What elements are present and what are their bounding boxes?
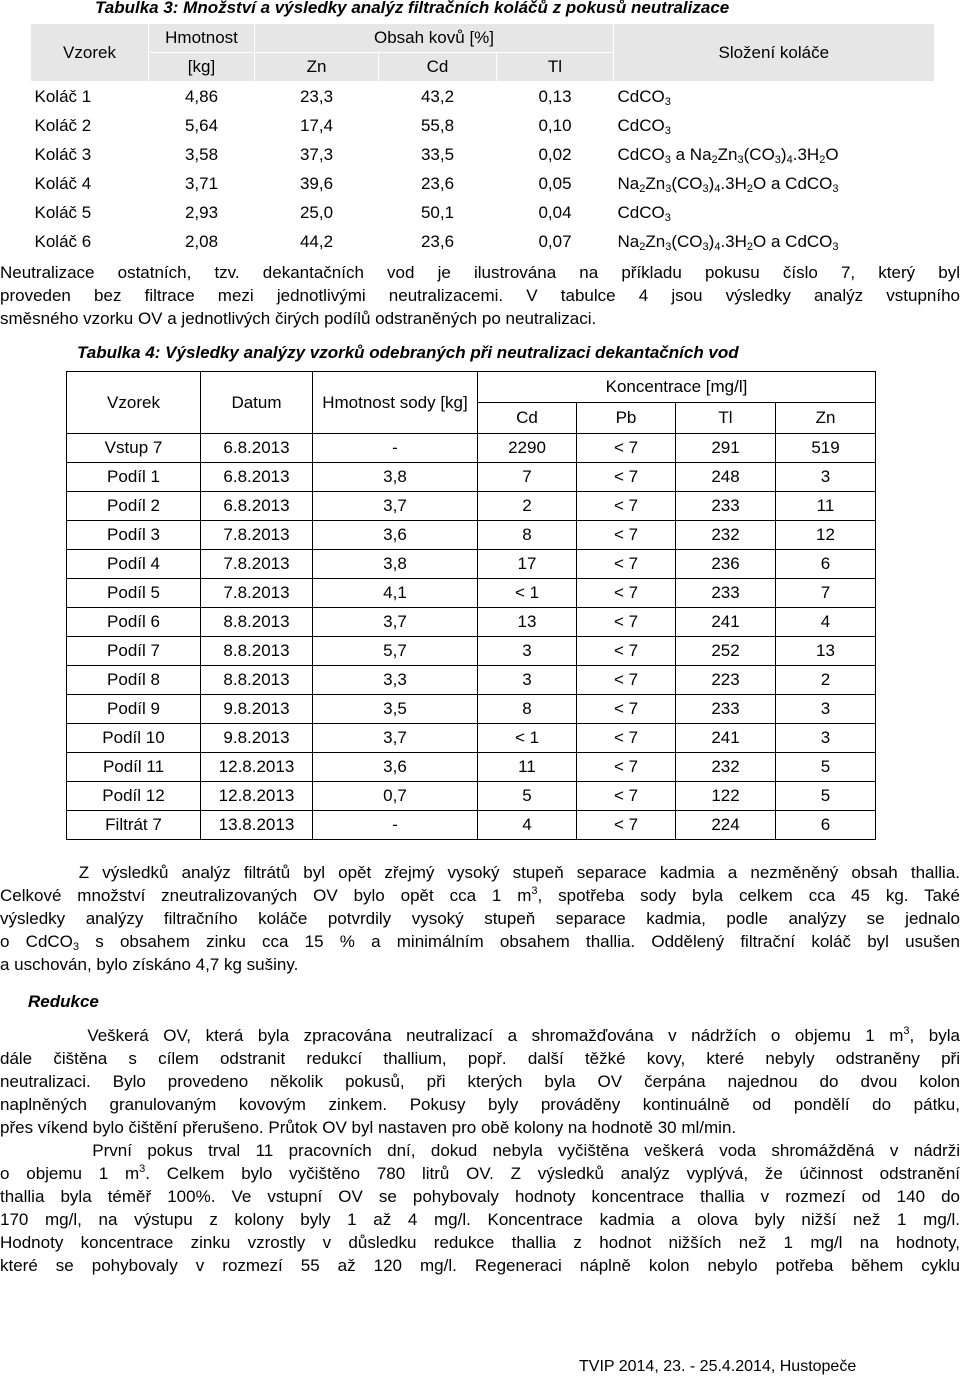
table3-cell-cd: 23,6 xyxy=(420,174,455,193)
table4-cell-zn: 13 xyxy=(776,637,876,666)
table3-cell-tl: 0,10 xyxy=(538,116,572,135)
table3-cell-cd: 43,2 xyxy=(420,87,455,106)
table4-row xyxy=(67,521,876,550)
table4-cell-pb: < 7 xyxy=(577,724,676,753)
table3-cell-mass: 5,64 xyxy=(184,116,219,135)
table4-row xyxy=(67,753,876,782)
table3-cell-sample: Koláč 5 xyxy=(34,203,92,222)
table3-cell-tl: 0,05 xyxy=(538,174,572,193)
table4-cell-soda: 3,3 xyxy=(313,666,478,695)
table4-cell-pb: < 7 xyxy=(577,608,676,637)
table4-cell-pb: < 7 xyxy=(577,637,676,666)
table3-cell-mass: 2,93 xyxy=(184,203,219,222)
table3-cell-cd: 23,6 xyxy=(420,232,455,251)
table4-cell-tl: 232 xyxy=(676,753,776,782)
table3-cell-composition: CdCO$_3$ xyxy=(617,116,671,137)
table3-cell-tl: 0,07 xyxy=(538,232,572,251)
table4-header-tl: Tl xyxy=(676,403,776,434)
table3-cell-zn: 25,0 xyxy=(299,203,334,222)
table4-row xyxy=(67,637,876,666)
table4-cell-cd: 8 xyxy=(478,695,577,724)
table3-header-cd: Cd xyxy=(379,53,497,82)
table3-cell-zn: 44,2 xyxy=(299,232,334,251)
table4-cell-soda: - xyxy=(313,434,478,463)
table4-cell-date: 7.8.2013 xyxy=(201,579,313,608)
table4-cell-date: 13.8.2013 xyxy=(201,811,313,840)
table4-cell-cd: 3 xyxy=(478,666,577,695)
table4-cell-tl: 233 xyxy=(676,492,776,521)
table4-cell-zn: 3 xyxy=(776,695,876,724)
table4-cell-cd: < 1 xyxy=(478,579,577,608)
table4-cell-tl: 223 xyxy=(676,666,776,695)
table3-cell-tl: 0,02 xyxy=(538,145,572,164)
table4 xyxy=(66,371,876,840)
paragraph-line: Hodnoty koncentrace zinku vzrostly v důsledku redukce thallia z hodnot nižších než 1 mg/l na hodnoty, xyxy=(0,1233,960,1252)
paragraph-line: Z výsledků analýz filtrátů byl opět zřejmý vysoký stupeň separace kadmia a nezměněný obsah thallia. xyxy=(0,863,960,882)
table3-cell-zn: 17,4 xyxy=(299,116,334,135)
paragraph-line: výsledky analýzy filtračního koláče potvrdily vysoký stupeň separace kadmia, podle analýzy se jednalo xyxy=(0,909,960,928)
table4-cell-cd: 2 xyxy=(478,492,577,521)
table4-header-cd: Cd xyxy=(478,403,577,434)
table3-cell-sample: Koláč 4 xyxy=(34,174,92,193)
table4-cell-sample: Podíl 5 xyxy=(67,579,201,608)
table3-header-composition: Složení koláče xyxy=(614,24,934,82)
table4-row xyxy=(67,666,876,695)
paragraph-line: 170 mg/l, na výstupu z kolony byly 1 až 4 mg/l. Koncentrace kadmia a olova byly nižší než 1 mg/l. xyxy=(0,1210,960,1229)
table4-cell-sample: Podíl 7 xyxy=(67,637,201,666)
paragraph-line: proveden bez filtrace mezi jednotlivými neutralizacemi. V tabulce 4 jsou výsledky analýz vstupního xyxy=(0,286,960,305)
table4-cell-sample: Podíl 6 xyxy=(67,608,201,637)
table4-cell-zn: 6 xyxy=(776,550,876,579)
table4-cell-zn: 5 xyxy=(776,753,876,782)
table4-cell-tl: 233 xyxy=(676,695,776,724)
table4-cell-tl: 236 xyxy=(676,550,776,579)
table4-cell-soda: 3,8 xyxy=(313,550,478,579)
table3-cell-sample: Koláč 3 xyxy=(34,145,92,164)
table4-cell-soda: 3,7 xyxy=(313,724,478,753)
table4-cell-date: 7.8.2013 xyxy=(201,521,313,550)
table4-cell-date: 6.8.2013 xyxy=(201,492,313,521)
table4-cell-pb: < 7 xyxy=(577,492,676,521)
paragraph-line: Neutralizace ostatních, tzv. dekantačních vod je ilustrována na příkladu pokusu číslo 7, který byl xyxy=(0,263,960,282)
table4-cell-soda: 0,7 xyxy=(313,782,478,811)
table3-cell-sample: Koláč 2 xyxy=(34,116,92,135)
table4-header-date: Datum xyxy=(201,372,313,434)
table4-row xyxy=(67,724,876,753)
table4-cell-soda: 3,6 xyxy=(313,521,478,550)
table4-row xyxy=(67,550,876,579)
table3 xyxy=(30,24,934,256)
table4-cell-cd: 17 xyxy=(478,550,577,579)
table4-header-soda: Hmotnost sody [kg] xyxy=(313,372,478,434)
table4-cell-pb: < 7 xyxy=(577,811,676,840)
table3-caption: Tabulka 3: Množství a výsledky analýz filtračních koláčů z pokusů neutralizace xyxy=(95,0,730,17)
table4-cell-tl: 241 xyxy=(676,608,776,637)
section-heading-redukce: Redukce xyxy=(28,992,99,1011)
paragraph-redukce xyxy=(0,1024,960,1277)
paragraph-line: a uschován, bylo získáno 4,7 kg sušiny. xyxy=(0,955,299,974)
table3-cell-composition: $Na_2Zn_3(CO_3)_4.3H_2O$ a CdCO$_3$ xyxy=(617,232,839,253)
table3-row xyxy=(31,140,934,169)
table4-cell-cd: 13 xyxy=(478,608,577,637)
table4-cell-sample: Podíl 10 xyxy=(67,724,201,753)
table4-cell-sample: Podíl 12 xyxy=(67,782,201,811)
table4-row xyxy=(67,811,876,840)
paragraph-line: thallia byla téměř 100%. Ve vstupní OV se pohybovaly hodnoty koncentrace thallia v rozmezí od 140 do xyxy=(0,1187,960,1206)
table4-cell-zn: 7 xyxy=(776,579,876,608)
table3-header-metals: Obsah kovů [%] xyxy=(255,24,614,53)
table4-header-pb: Pb xyxy=(577,403,676,434)
paragraph-neutralizace xyxy=(0,261,960,330)
table4-cell-pb: < 7 xyxy=(577,521,676,550)
table3-cell-zn: 37,3 xyxy=(299,145,334,164)
table3-row xyxy=(31,111,934,140)
table4-caption: Tabulka 4: Výsledky analýzy vzorků odebraných při neutralizaci dekantačních vod xyxy=(77,343,739,362)
table4-cell-zn: 12 xyxy=(776,521,876,550)
paragraph-line: Veškerá OV, která byla zpracována neutralizací a shromažďována v nádržích o objemu 1 $m^3$, byla xyxy=(0,1025,960,1045)
table4-cell-soda: 3,5 xyxy=(313,695,478,724)
table4-cell-zn: 3 xyxy=(776,724,876,753)
table4-row xyxy=(67,608,876,637)
table4-cell-date: 12.8.2013 xyxy=(201,753,313,782)
table4-cell-date: 9.8.2013 xyxy=(201,695,313,724)
table4-cell-soda: - xyxy=(313,811,478,840)
table4-cell-soda: 3,8 xyxy=(313,463,478,492)
table4-cell-date: 6.8.2013 xyxy=(201,434,313,463)
table4-cell-date: 12.8.2013 xyxy=(201,782,313,811)
paragraph-vysledky xyxy=(0,861,960,976)
table4-cell-zn: 4 xyxy=(776,608,876,637)
table4-cell-zn: 2 xyxy=(776,666,876,695)
table4-cell-tl: 224 xyxy=(676,811,776,840)
table4-cell-date: 8.8.2013 xyxy=(201,666,313,695)
table4-cell-sample: Podíl 1 xyxy=(67,463,201,492)
table4-cell-tl: 248 xyxy=(676,463,776,492)
table4-cell-pb: < 7 xyxy=(577,579,676,608)
table4-row xyxy=(67,782,876,811)
table4-cell-sample: Filtrát 7 xyxy=(67,811,201,840)
table4-cell-tl: 241 xyxy=(676,724,776,753)
table4-cell-soda: 4,1 xyxy=(313,579,478,608)
paragraph-line: které se pohybovaly v rozmezí 55 až 120 mg/l. Regeneraci náplně kolon nebylo potřeba během cyklu xyxy=(0,1256,960,1275)
table4-row xyxy=(67,463,876,492)
table4-cell-date: 7.8.2013 xyxy=(201,550,313,579)
table4-cell-sample: Podíl 2 xyxy=(67,492,201,521)
table3-cell-tl: 0,04 xyxy=(538,203,572,222)
table4-cell-cd: 11 xyxy=(478,753,577,782)
table4-cell-pb: < 7 xyxy=(577,695,676,724)
table4-cell-sample: Podíl 11 xyxy=(67,753,201,782)
paragraph-line: směsného vzorku OV a jednotlivých čirých podílů odstraněných po neutralizaci. xyxy=(0,309,597,328)
table4-cell-tl: 232 xyxy=(676,521,776,550)
table4-cell-sample: Podíl 3 xyxy=(67,521,201,550)
table4-cell-date: 8.8.2013 xyxy=(201,608,313,637)
table4-cell-soda: 3,7 xyxy=(313,492,478,521)
table4-body xyxy=(67,434,876,840)
table4-cell-date: 6.8.2013 xyxy=(201,463,313,492)
table3-cell-sample: Koláč 1 xyxy=(34,87,92,106)
table3-header-zn: Zn xyxy=(255,53,379,82)
paragraph-line: neutralizaci. Bylo provedeno několik pokusů, při kterých byla OV čerpána najednou do dvou kolon xyxy=(0,1072,960,1091)
table4-cell-cd: 5 xyxy=(478,782,577,811)
paragraph-line: o objemu 1 $m^3$. Celkem bylo vyčištěno 780 litrů OV. Z výsledků analýz vyplývá, že účinnost odstranění xyxy=(0,1163,960,1183)
table4-cell-pb: < 7 xyxy=(577,666,676,695)
table3-header-mass-unit: [kg] xyxy=(149,53,255,82)
table4-cell-sample: Podíl 8 xyxy=(67,666,201,695)
table4-cell-date: 9.8.2013 xyxy=(201,724,313,753)
table3-row xyxy=(31,82,934,112)
table3-cell-cd: 50,1 xyxy=(420,203,455,222)
table3-header-sample: Vzorek xyxy=(31,24,149,82)
table3-cell-cd: 33,5 xyxy=(420,145,455,164)
table3-header-mass: Hmotnost xyxy=(149,24,255,53)
table4-cell-tl: 291 xyxy=(676,434,776,463)
table4-cell-zn: 6 xyxy=(776,811,876,840)
table4-row xyxy=(67,434,876,463)
paragraph-line: dále čištěna s cílem odstranit redukcí thallium, popř. další těžké kovy, které nebyly odstraněny při xyxy=(0,1049,960,1068)
table4-row xyxy=(67,492,876,521)
table4-cell-soda: 3,7 xyxy=(313,608,478,637)
table4-cell-tl: 233 xyxy=(676,579,776,608)
table4-cell-tl: 252 xyxy=(676,637,776,666)
table4-cell-soda: 3,6 xyxy=(313,753,478,782)
table3-row xyxy=(31,198,934,227)
paragraph-line: naplněných granulovaným kovovým zinkem. Pokusy byly prováděny kontinuálně od pondělí do pátku, xyxy=(0,1095,960,1114)
table3-cell-mass: 3,58 xyxy=(184,145,219,164)
table4-cell-pb: < 7 xyxy=(577,550,676,579)
table4-cell-date: 8.8.2013 xyxy=(201,637,313,666)
table4-cell-zn: 5 xyxy=(776,782,876,811)
paragraph-line: přes víkend bylo čištění přerušeno. Průtok OV byl nastaven pro obě kolony na hodnotě 30 ml/min. xyxy=(0,1118,737,1137)
table3-cell-mass: 4,86 xyxy=(184,87,219,106)
table4-cell-soda: 5,7 xyxy=(313,637,478,666)
table4-cell-cd: < 1 xyxy=(478,724,577,753)
table4-row xyxy=(67,579,876,608)
table4-row xyxy=(67,695,876,724)
table3-cell-composition: CdCO$_3$ a $Na_2Zn_3(CO_3)_4.3H_2O$ xyxy=(617,145,839,166)
table4-cell-sample: Vstup 7 xyxy=(67,434,201,463)
paragraph-line: První pokus trval 11 pracovních dní, dokud nebyla vyčištěna veškerá voda shromážděná v nádrži xyxy=(0,1141,960,1160)
page-footer: TVIP 2014, 23. - 25.4.2014, Hustopeče xyxy=(579,1358,857,1375)
table4-cell-zn: 519 xyxy=(776,434,876,463)
table3-cell-zn: 39,6 xyxy=(299,174,334,193)
table4-cell-cd: 8 xyxy=(478,521,577,550)
table3-cell-composition: CdCO$_3$ xyxy=(617,203,671,224)
table3-cell-composition: $Na_2Zn_3(CO_3)_4.3H_2O$ a CdCO$_3$ xyxy=(617,174,839,195)
table4-cell-cd: 3 xyxy=(478,637,577,666)
table4-header-sample: Vzorek xyxy=(67,372,201,434)
table4-cell-cd: 4 xyxy=(478,811,577,840)
table4-cell-cd: 7 xyxy=(478,463,577,492)
table3-cell-mass: 2,08 xyxy=(184,232,219,251)
table3-cell-cd: 55,8 xyxy=(420,116,455,135)
table3-header-tl: Tl xyxy=(497,53,614,82)
table4-header-zn: Zn xyxy=(776,403,876,434)
table4-cell-sample: Podíl 9 xyxy=(67,695,201,724)
table3-row xyxy=(31,169,934,198)
table3-cell-composition: CdCO$_3$ xyxy=(617,87,671,108)
paragraph-line: o CdCO$_3$ s obsahem zinku cca 15 % a minimálním obsahem thallia. Oddělený filtrační koláč byl usušen xyxy=(0,932,960,953)
table4-header-concentration: Koncentrace [mg/l] xyxy=(478,372,876,403)
table4-cell-zn: 11 xyxy=(776,492,876,521)
paragraph-line: Celkové množství zneutralizovaných OV bylo opět cca 1 $m^3$, spotřeba sody byla celkem cca 45 kg. Také xyxy=(0,885,960,905)
table4-cell-pb: < 7 xyxy=(577,782,676,811)
table4-cell-sample: Podíl 4 xyxy=(67,550,201,579)
table4-cell-tl: 122 xyxy=(676,782,776,811)
table3-cell-mass: 3,71 xyxy=(184,174,219,193)
table4-cell-zn: 3 xyxy=(776,463,876,492)
table3-cell-tl: 0,13 xyxy=(538,87,572,106)
table4-cell-pb: < 7 xyxy=(577,463,676,492)
table4-cell-pb: < 7 xyxy=(577,434,676,463)
table3-cell-sample: Koláč 6 xyxy=(34,232,92,251)
table4-cell-cd: 2290 xyxy=(478,434,577,463)
table3-row xyxy=(31,227,934,256)
table3-body xyxy=(31,82,934,257)
table4-cell-pb: < 7 xyxy=(577,753,676,782)
table3-cell-zn: 23,3 xyxy=(299,87,334,106)
